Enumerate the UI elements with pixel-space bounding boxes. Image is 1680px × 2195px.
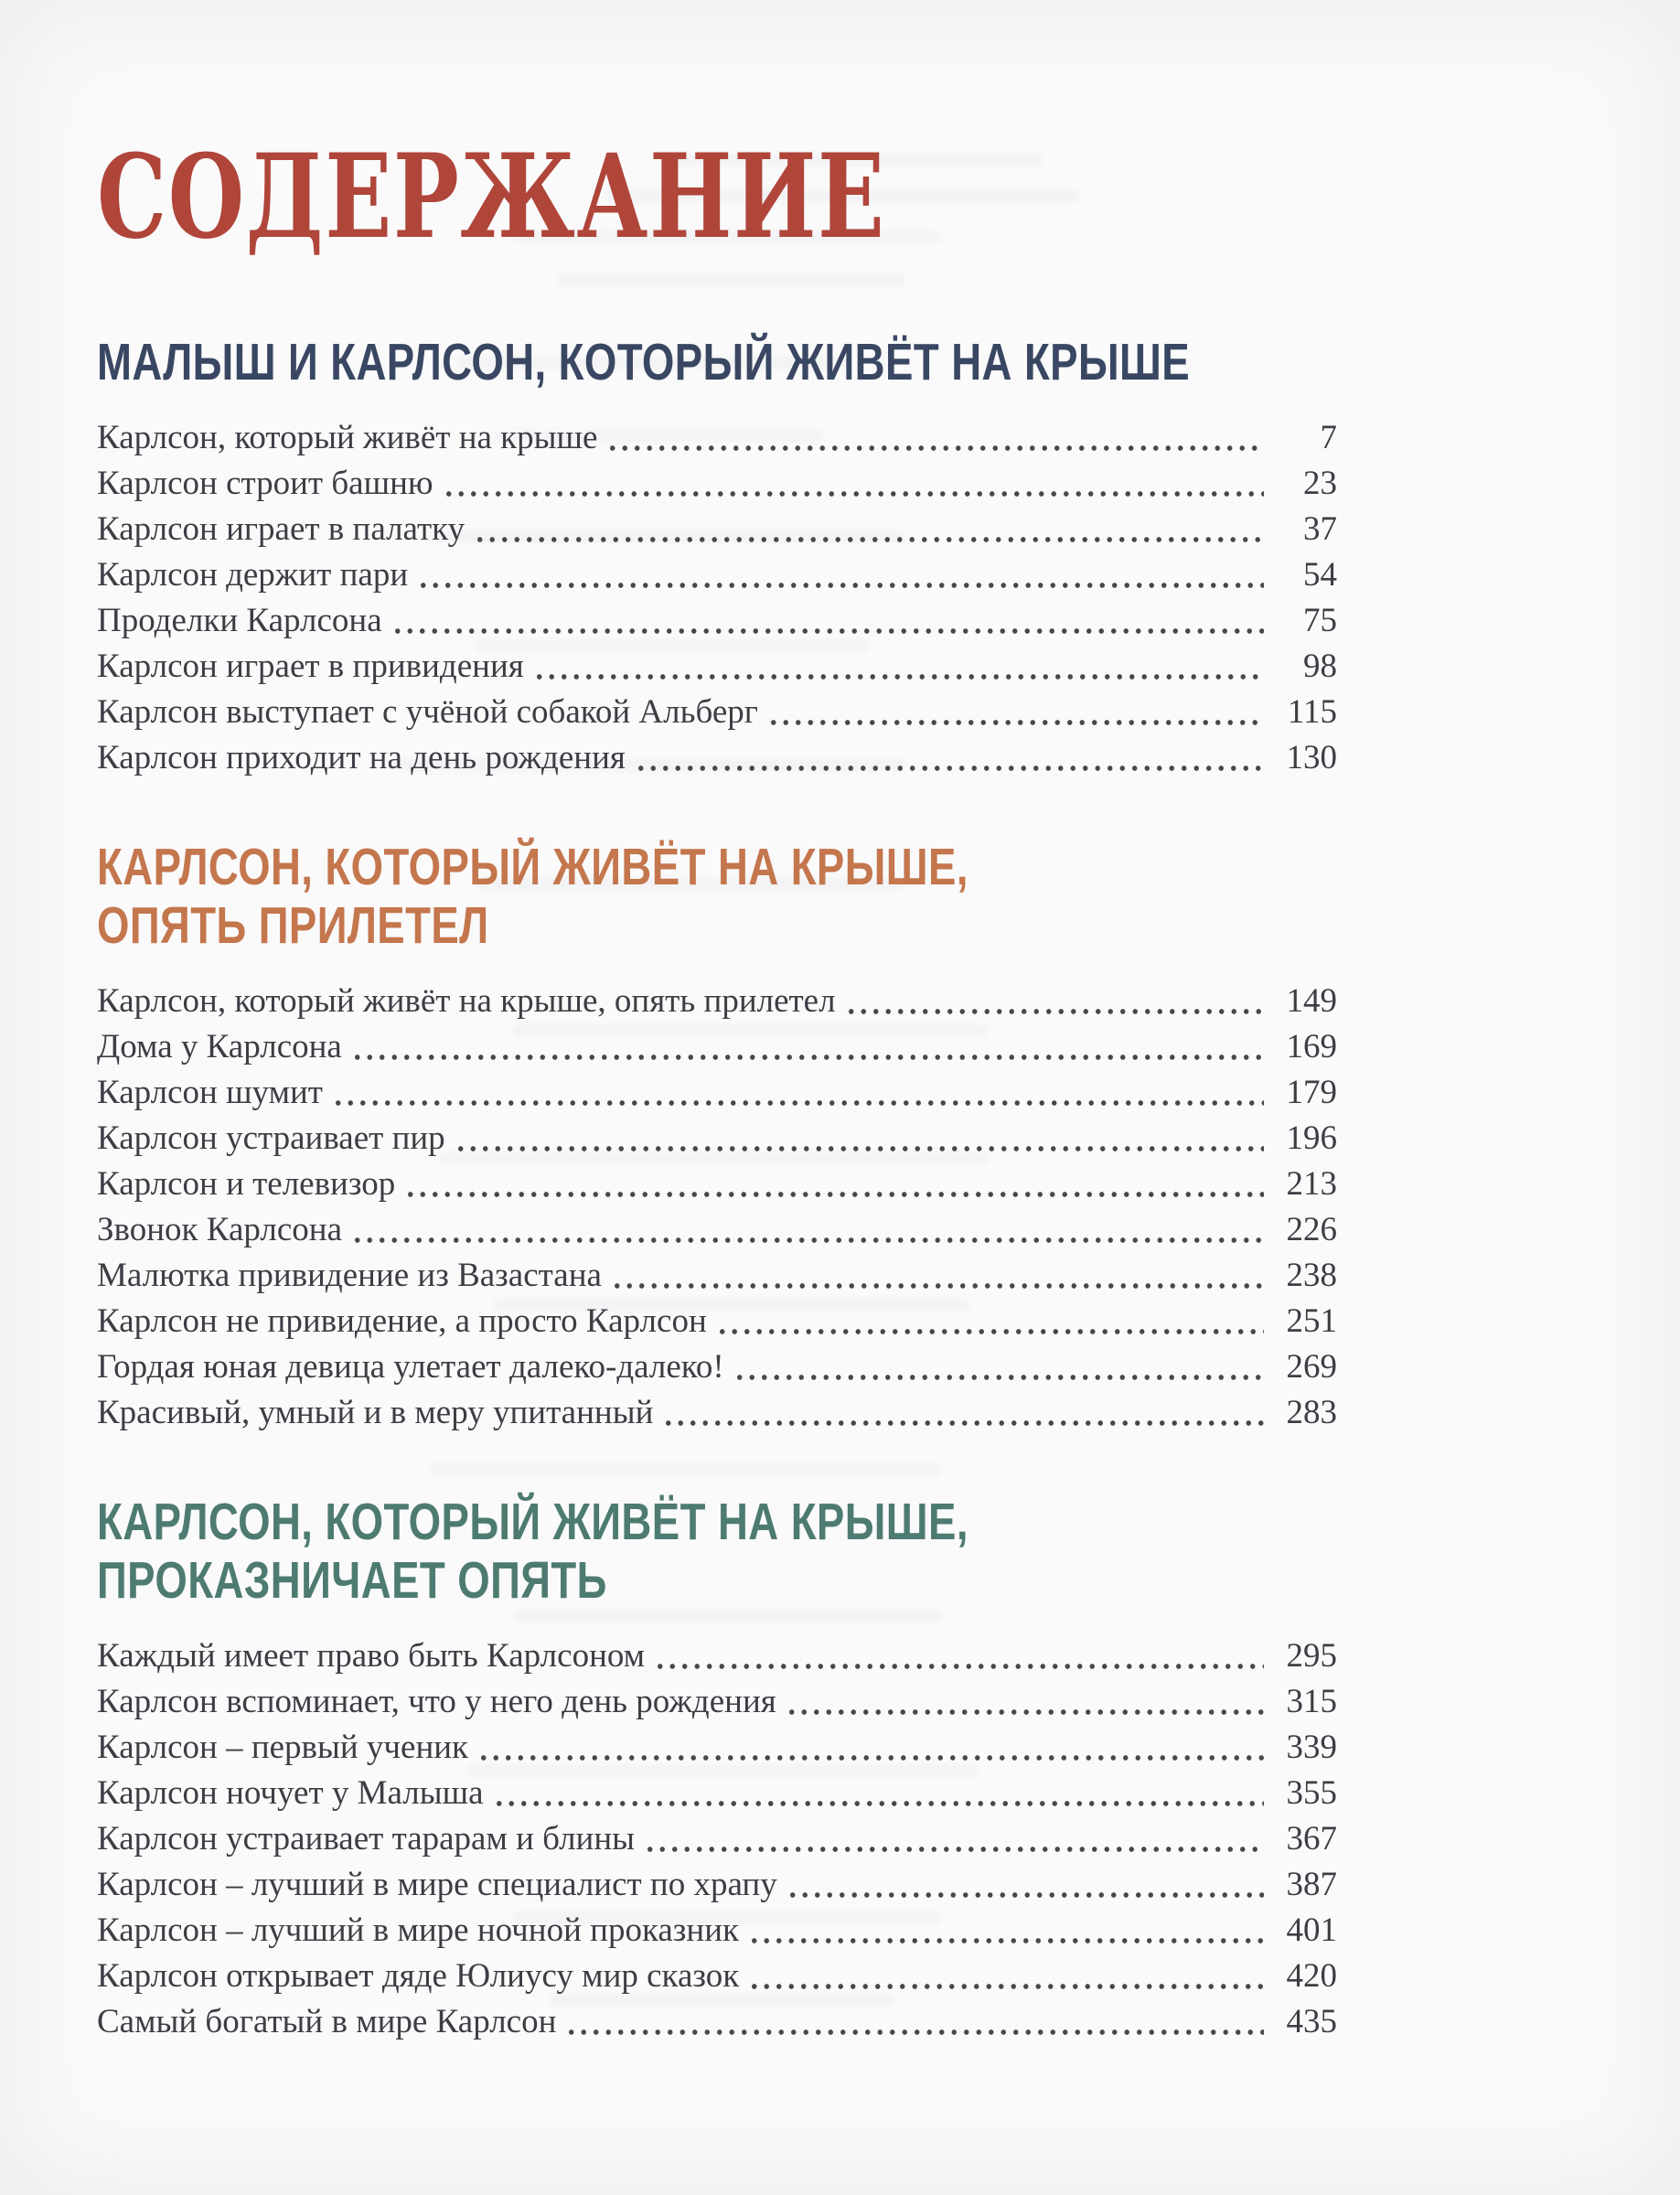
toc-entry-page: 295: [1286, 1637, 1337, 1675]
toc-entry-title: Красивый, умный и в меру упитанный: [97, 1394, 654, 1431]
dot-leader: [332, 1070, 1264, 1116]
toc-entry: [97, 1999, 1337, 2045]
toc-entry-title: Карлсон держит пари: [97, 556, 409, 594]
toc-entry-page: 213: [1286, 1165, 1337, 1203]
toc-section: [97, 838, 1337, 1436]
toc-entry: [97, 1633, 1337, 1679]
toc-entry-title: Самый богатый в мире Карлсон: [97, 2003, 557, 2040]
toc-entry-title: Карлсон играет в привидения: [97, 648, 524, 685]
toc-entry-title: Карлсон шумит: [97, 1074, 323, 1111]
toc-entry-title: Карлсон ночует у Малыша: [97, 1774, 484, 1812]
toc-entry: [97, 1116, 1337, 1162]
dot-leader: [733, 1344, 1264, 1390]
toc-entry-title: Карлсон и телевизор: [97, 1165, 396, 1203]
dot-leader: [417, 552, 1264, 598]
toc-entry-page: 251: [1286, 1302, 1337, 1340]
toc-entry-page: 420: [1286, 1957, 1337, 1995]
toc-entry-page: 435: [1286, 2003, 1337, 2040]
dot-leader: [748, 1954, 1264, 1999]
toc-entry-page: 387: [1286, 1866, 1337, 1903]
toc-section: [97, 1493, 1337, 2045]
toc-list: [97, 415, 1337, 781]
section-heading: [97, 1493, 1337, 1610]
toc-entry-page: 7: [1320, 419, 1337, 456]
toc-entry: [97, 1070, 1337, 1116]
toc-entry-title: Карлсон устраивает пир: [97, 1119, 445, 1157]
toc-entry: [97, 1299, 1337, 1344]
section-heading-line: КАРЛСОН, КОТОРЫЙ ЖИВЁТ НА КРЫШЕ,: [97, 838, 968, 896]
toc-entry-page: 149: [1286, 982, 1337, 1020]
toc-entry: [97, 1390, 1337, 1436]
toc-entry-page: 98: [1303, 648, 1337, 685]
toc-entry-page: 75: [1303, 602, 1337, 639]
dot-leader: [635, 735, 1264, 781]
toc-entry-page: 130: [1286, 739, 1337, 776]
dot-leader: [748, 1908, 1264, 1954]
toc-entry: [97, 507, 1337, 552]
toc-entry: [97, 1207, 1337, 1253]
toc-entry-title: Карлсон – лучший в мире специалист по храпу: [97, 1866, 777, 1903]
toc-section: [97, 333, 1337, 781]
toc-entry: [97, 1344, 1337, 1390]
section-heading: [97, 838, 1337, 955]
toc-entry-title: Карлсон выступает с учёной собакой Альберг: [97, 693, 758, 731]
dot-leader: [391, 598, 1264, 644]
toc-entry-title: Карлсон открывает дяде Юлиусу мир сказок: [97, 1957, 740, 1995]
dot-leader: [786, 1862, 1264, 1908]
toc-entry: [97, 1862, 1337, 1908]
toc-sections: [97, 333, 1337, 2045]
toc-entry-page: 169: [1286, 1028, 1337, 1065]
dot-leader: [477, 1725, 1264, 1771]
toc-entry-page: 179: [1286, 1074, 1337, 1111]
toc-entry-page: 238: [1286, 1257, 1337, 1294]
dot-leader: [716, 1299, 1264, 1344]
toc-entry-page: 355: [1286, 1774, 1337, 1812]
page-title-text: СОДЕРЖАНИЕ: [97, 129, 886, 264]
dot-leader: [474, 507, 1264, 552]
toc-entry-title: Гордая юная девица улетает далеко-далеко!: [97, 1348, 724, 1386]
toc-content: [97, 129, 1337, 2102]
toc-entry-page: 226: [1286, 1211, 1337, 1248]
toc-entry-title: Проделки Карлсона: [97, 602, 382, 639]
dot-leader: [565, 1999, 1264, 2045]
dot-leader: [351, 1024, 1264, 1070]
toc-entry-title: Карлсон играет в палатку: [97, 510, 465, 548]
toc-list: [97, 979, 1337, 1436]
toc-entry-title: Карлсон вспоминает, что у него день рождения: [97, 1683, 776, 1720]
toc-entry: [97, 1954, 1337, 1999]
dot-leader: [443, 461, 1264, 507]
toc-entry-page: 367: [1286, 1820, 1337, 1858]
toc-entry: [97, 1679, 1337, 1725]
toc-list: [97, 1633, 1337, 2045]
toc-entry: [97, 1816, 1337, 1862]
toc-entry: [97, 690, 1337, 735]
toc-entry: [97, 1771, 1337, 1816]
dot-leader: [493, 1771, 1264, 1816]
toc-entry: [97, 735, 1337, 781]
toc-entry-title: Карлсон устраивает тарарам и блины: [97, 1820, 636, 1858]
toc-entry-page: 54: [1303, 556, 1337, 594]
toc-entry-page: 339: [1286, 1729, 1337, 1766]
dot-leader: [611, 1253, 1264, 1299]
section-heading: [97, 333, 1337, 391]
page-title: [97, 129, 1337, 264]
toc-entry: [97, 1162, 1337, 1207]
toc-entry: [97, 1725, 1337, 1771]
toc-entry-title: Карлсон, который живёт на крыше: [97, 419, 598, 456]
toc-entry-page: 196: [1286, 1119, 1337, 1157]
dot-leader: [845, 979, 1264, 1024]
toc-entry-page: 401: [1286, 1911, 1337, 1949]
dot-leader: [644, 1816, 1264, 1862]
toc-entry-page: 37: [1303, 510, 1337, 548]
toc-entry-title: Дома у Карлсона: [97, 1028, 342, 1065]
toc-entry-page: 269: [1286, 1348, 1337, 1386]
dot-leader: [767, 690, 1264, 735]
section-heading-line: МАЛЫШ И КАРЛСОН, КОТОРЫЙ ЖИВЁТ НА КРЫШЕ: [97, 333, 1191, 391]
section-heading-line: ОПЯТЬ ПРИЛЕТЕЛ: [97, 896, 489, 955]
toc-entry-title: Карлсон приходит на день рождения: [97, 739, 626, 776]
dot-leader: [404, 1162, 1264, 1207]
dot-leader: [533, 644, 1264, 690]
toc-entry-page: 23: [1303, 465, 1337, 502]
toc-entry-title: Звонок Карлсона: [97, 1211, 343, 1248]
toc-entry-title: Карлсон – лучший в мире ночной проказник: [97, 1911, 739, 1949]
dot-leader: [606, 415, 1264, 461]
toc-entry: [97, 979, 1337, 1024]
toc-entry: [97, 552, 1337, 598]
toc-entry: [97, 1253, 1337, 1299]
section-heading-line: ПРОКАЗНИЧАЕТ ОПЯТЬ: [97, 1551, 607, 1610]
dot-leader: [351, 1207, 1264, 1253]
toc-entry: [97, 1908, 1337, 1954]
toc-entry-title: Малютка привидение из Вазастана: [97, 1257, 602, 1294]
toc-entry-page: 115: [1287, 693, 1337, 731]
section-heading-line: КАРЛСОН, КОТОРЫЙ ЖИВЁТ НА КРЫШЕ,: [97, 1493, 968, 1551]
dot-leader: [786, 1679, 1264, 1725]
toc-entry: [97, 415, 1337, 461]
toc-entry-page: 283: [1286, 1394, 1337, 1431]
toc-entry-title: Карлсон, который живёт на крыше, опять прилетел: [97, 982, 836, 1020]
dot-leader: [654, 1633, 1264, 1679]
toc-entry: [97, 1024, 1337, 1070]
toc-entry: [97, 461, 1337, 507]
dot-leader: [662, 1390, 1264, 1436]
toc-entry-title: Карлсон строит башню: [97, 465, 433, 502]
toc-entry-title: Каждый имеет право быть Карлсоном: [97, 1637, 646, 1675]
toc-entry-page: 315: [1286, 1683, 1337, 1720]
toc-entry: [97, 644, 1337, 690]
toc-entry: [97, 598, 1337, 644]
toc-entry-title: Карлсон – первый ученик: [97, 1729, 469, 1766]
dot-leader: [455, 1116, 1264, 1162]
toc-entry-title: Карлсон не привидение, а просто Карлсон: [97, 1302, 707, 1340]
